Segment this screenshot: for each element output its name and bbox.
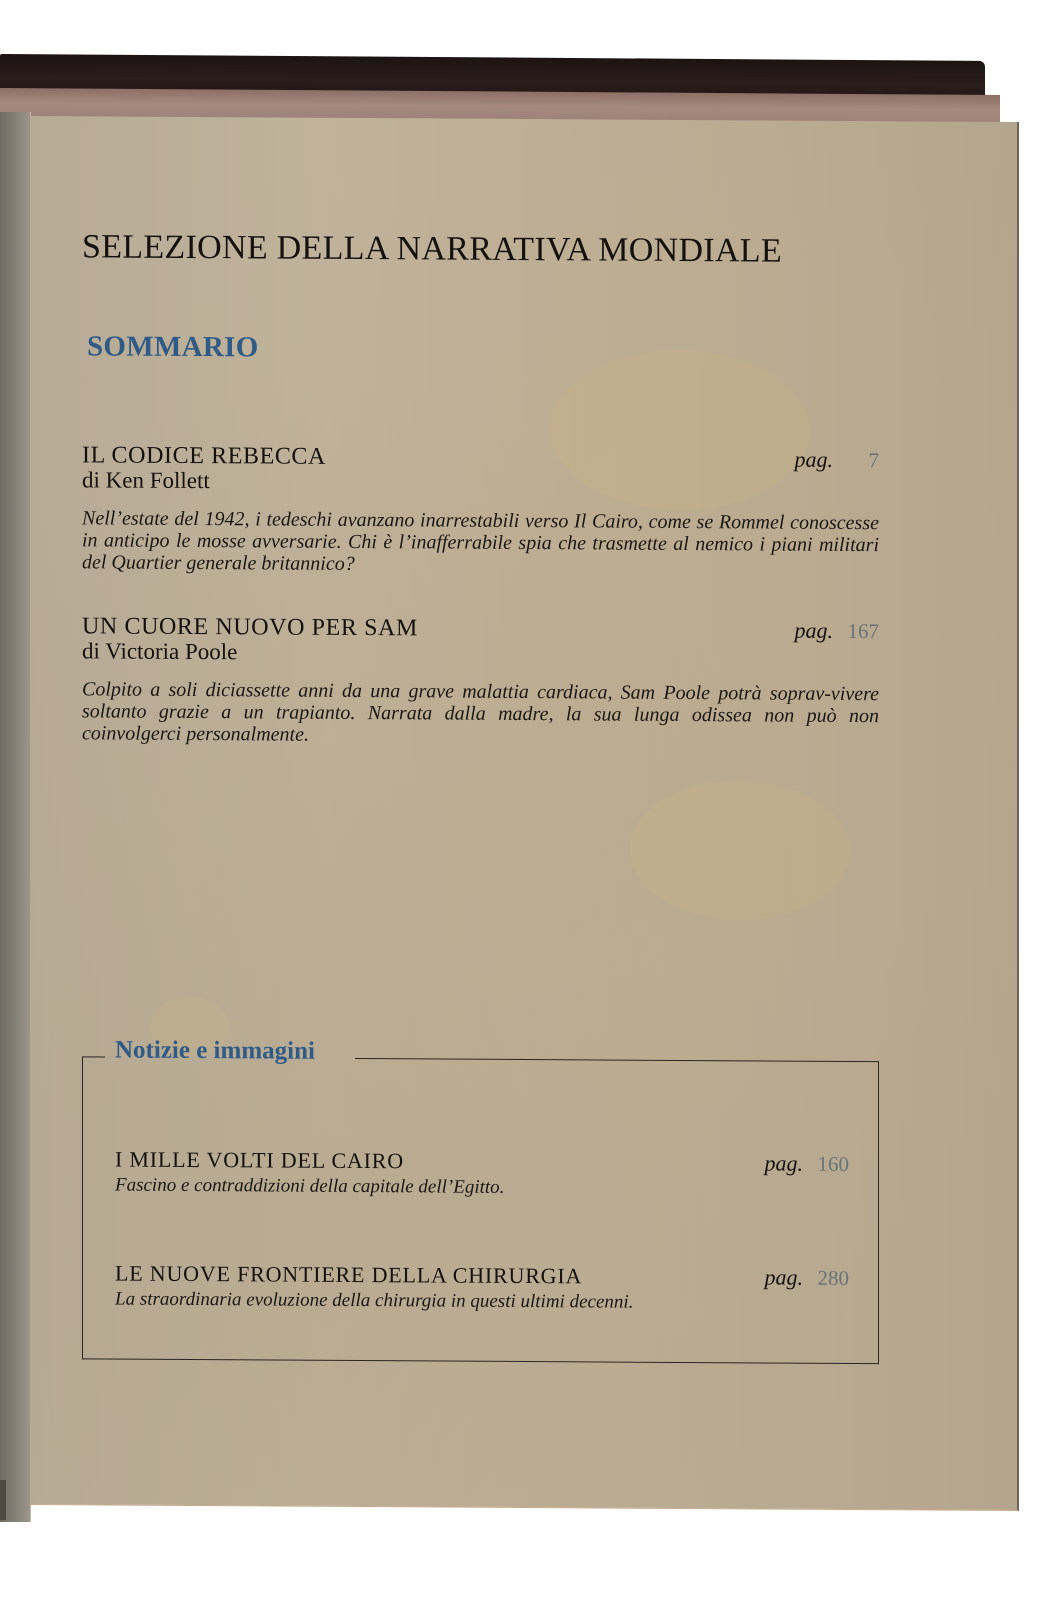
- news-box: [82, 1036, 879, 1364]
- entry-page-ref: [795, 618, 880, 645]
- toc-entry: [82, 613, 879, 749]
- entry-title: UN CUORE NUOVO PER SAM: [82, 613, 418, 642]
- entry-author: di Victoria Poole: [82, 638, 238, 665]
- page-number: 7: [868, 448, 879, 473]
- series-title: SELEZIONE DELLA NARRATIVA MONDIALE: [82, 228, 782, 270]
- entry-author: di Ken Follett: [82, 467, 210, 494]
- page-number: 280: [817, 1265, 849, 1291]
- news-entry: [115, 1261, 849, 1315]
- entry-title: LE NUOVE FRONTIERE DELLA CHIRURGIA: [115, 1260, 583, 1289]
- page-label: pag.: [764, 1264, 803, 1290]
- news-entry-header: [115, 1147, 849, 1177]
- entry-page-ref: [765, 1264, 850, 1291]
- summary-heading: SOMMARIO: [87, 330, 259, 364]
- entry-description: La straordinaria evoluzione della chirurgia in questi ultimi decenni.: [115, 1288, 634, 1313]
- entry-description: Nell’estate del 1942, i tedeschi avanzano inarrestabili verso Il Cairo, come se Rommel conoscesse in anticipo le mosse avversarie. Chi è l’inafferrabile spia che trasmette al nemico i piani militari del Quartier generale britannico?: [82, 507, 879, 575]
- book-left-page-edge: [0, 112, 31, 1522]
- entry-title: I MILLE VOLTI DEL CAIRO: [115, 1146, 404, 1174]
- news-box-heading: Notizie e immagini: [115, 1036, 315, 1065]
- news-entry-header: [115, 1261, 849, 1291]
- page-label: pag.: [794, 617, 833, 643]
- page-number: 160: [817, 1151, 849, 1177]
- entry-page-ref: [795, 447, 880, 474]
- page-label: pag.: [764, 1150, 803, 1176]
- page-label: pag.: [794, 446, 833, 472]
- paper-stain: [630, 780, 850, 921]
- entry-description: Fascino e contraddizioni della capitale dell’Egitto.: [115, 1174, 505, 1198]
- entry-title: IL CODICE REBECCA: [82, 442, 326, 470]
- toc-entry: [82, 442, 879, 578]
- entry-page-ref: [765, 1150, 850, 1177]
- news-entry: [115, 1147, 849, 1201]
- box-border-top-left: [83, 1056, 105, 1057]
- box-border-top-right: [355, 1058, 878, 1062]
- entry-description: Colpito a soli diciassette anni da una grave malattia cardiaca, Sam Poole potrà soprav-vivere soltanto grazie a un trapianto. Narrata dalla madre, la sua lunga odissea non può non coinvolgerci personalmente.: [82, 678, 879, 746]
- book-cover-left-edge: [0, 1480, 6, 1520]
- book-page: [30, 116, 1019, 1511]
- page-number: 167: [847, 618, 879, 644]
